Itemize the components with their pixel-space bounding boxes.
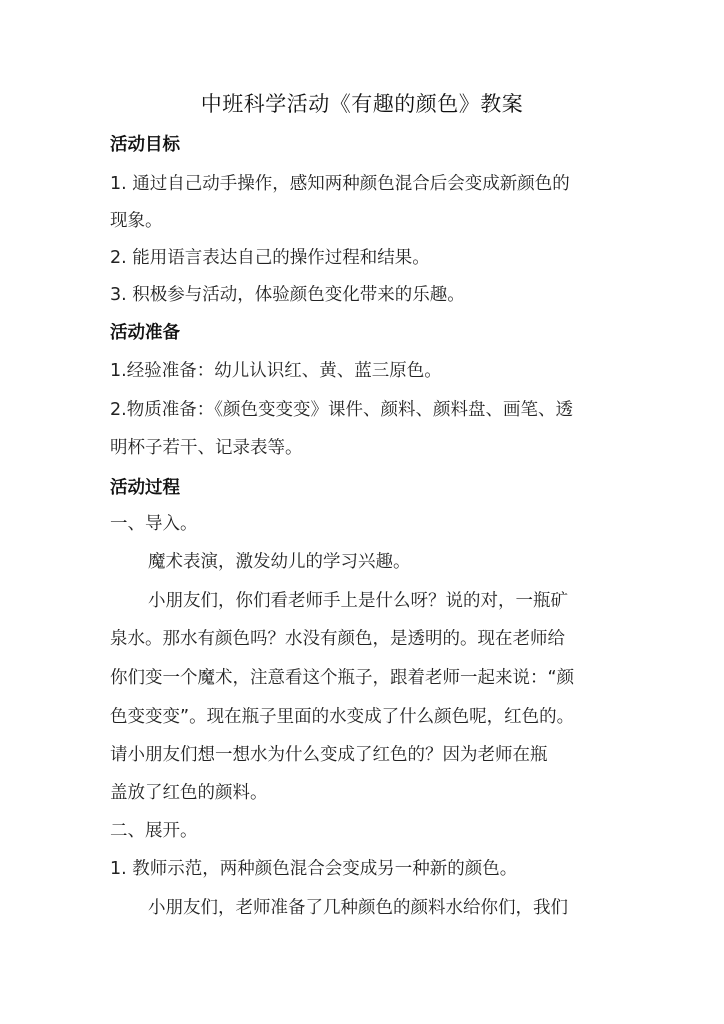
- process-part1-line: 魔术表演，激发幼儿的学习兴趣。: [148, 552, 411, 572]
- process-part2-line: 小朋友们，老师准备了几种颜色的颜料水给你们，我们: [148, 898, 568, 918]
- goal-item-3: 3. 积极参与活动，体验颜色变化带来的乐趣。: [110, 285, 465, 305]
- section-heading-goals: 活动目标: [110, 135, 180, 155]
- section-heading-preparation: 活动准备: [110, 323, 180, 343]
- prep-item-2-cont: 明杯子若干、记录表等。: [110, 438, 303, 458]
- section-heading-process: 活动过程: [110, 478, 180, 498]
- process-part1-label: 一、导入。: [110, 514, 198, 534]
- process-part1-line: 盖放了红色的颜料。: [110, 783, 268, 803]
- prep-item-1: 1.经验准备：幼儿认识红、黄、蓝三原色。: [110, 361, 442, 381]
- goal-item-1-cont: 现象。: [110, 211, 163, 231]
- process-part1-line: 请小朋友们想一想水为什么变成了红色的？因为老师在瓶: [110, 745, 548, 765]
- process-part1-line: 小朋友们，你们看老师手上是什么呀？说的对，一瓶矿: [148, 591, 568, 611]
- process-part1-line: 你们变一个魔术，注意看这个瓶子，跟着老师一起来说：“颜: [110, 668, 575, 688]
- process-part2-line: 1. 教师示范，两种颜色混合会变成另一种新的颜色。: [110, 859, 518, 879]
- goal-item-2: 2. 能用语言表达自己的操作过程和结果。: [110, 248, 430, 268]
- document-title: 中班科学活动《有趣的颜色》教案: [200, 92, 524, 116]
- process-part2-label: 二、展开。: [110, 821, 198, 841]
- goal-item-1: 1. 通过自己动手操作，感知两种颜色混合后会变成新颜色的: [110, 174, 570, 194]
- process-part1-line: 色变变变”。现在瓶子里面的水变成了什么颜色呢，红色的。: [110, 707, 575, 727]
- prep-item-2: 2.物质准备：《颜色变变变》课件、颜料、颜料盘、画笔、透: [110, 400, 573, 420]
- process-part1-line: 泉水。那水有颜色吗？水没有颜色，是透明的。现在老师给: [110, 629, 565, 649]
